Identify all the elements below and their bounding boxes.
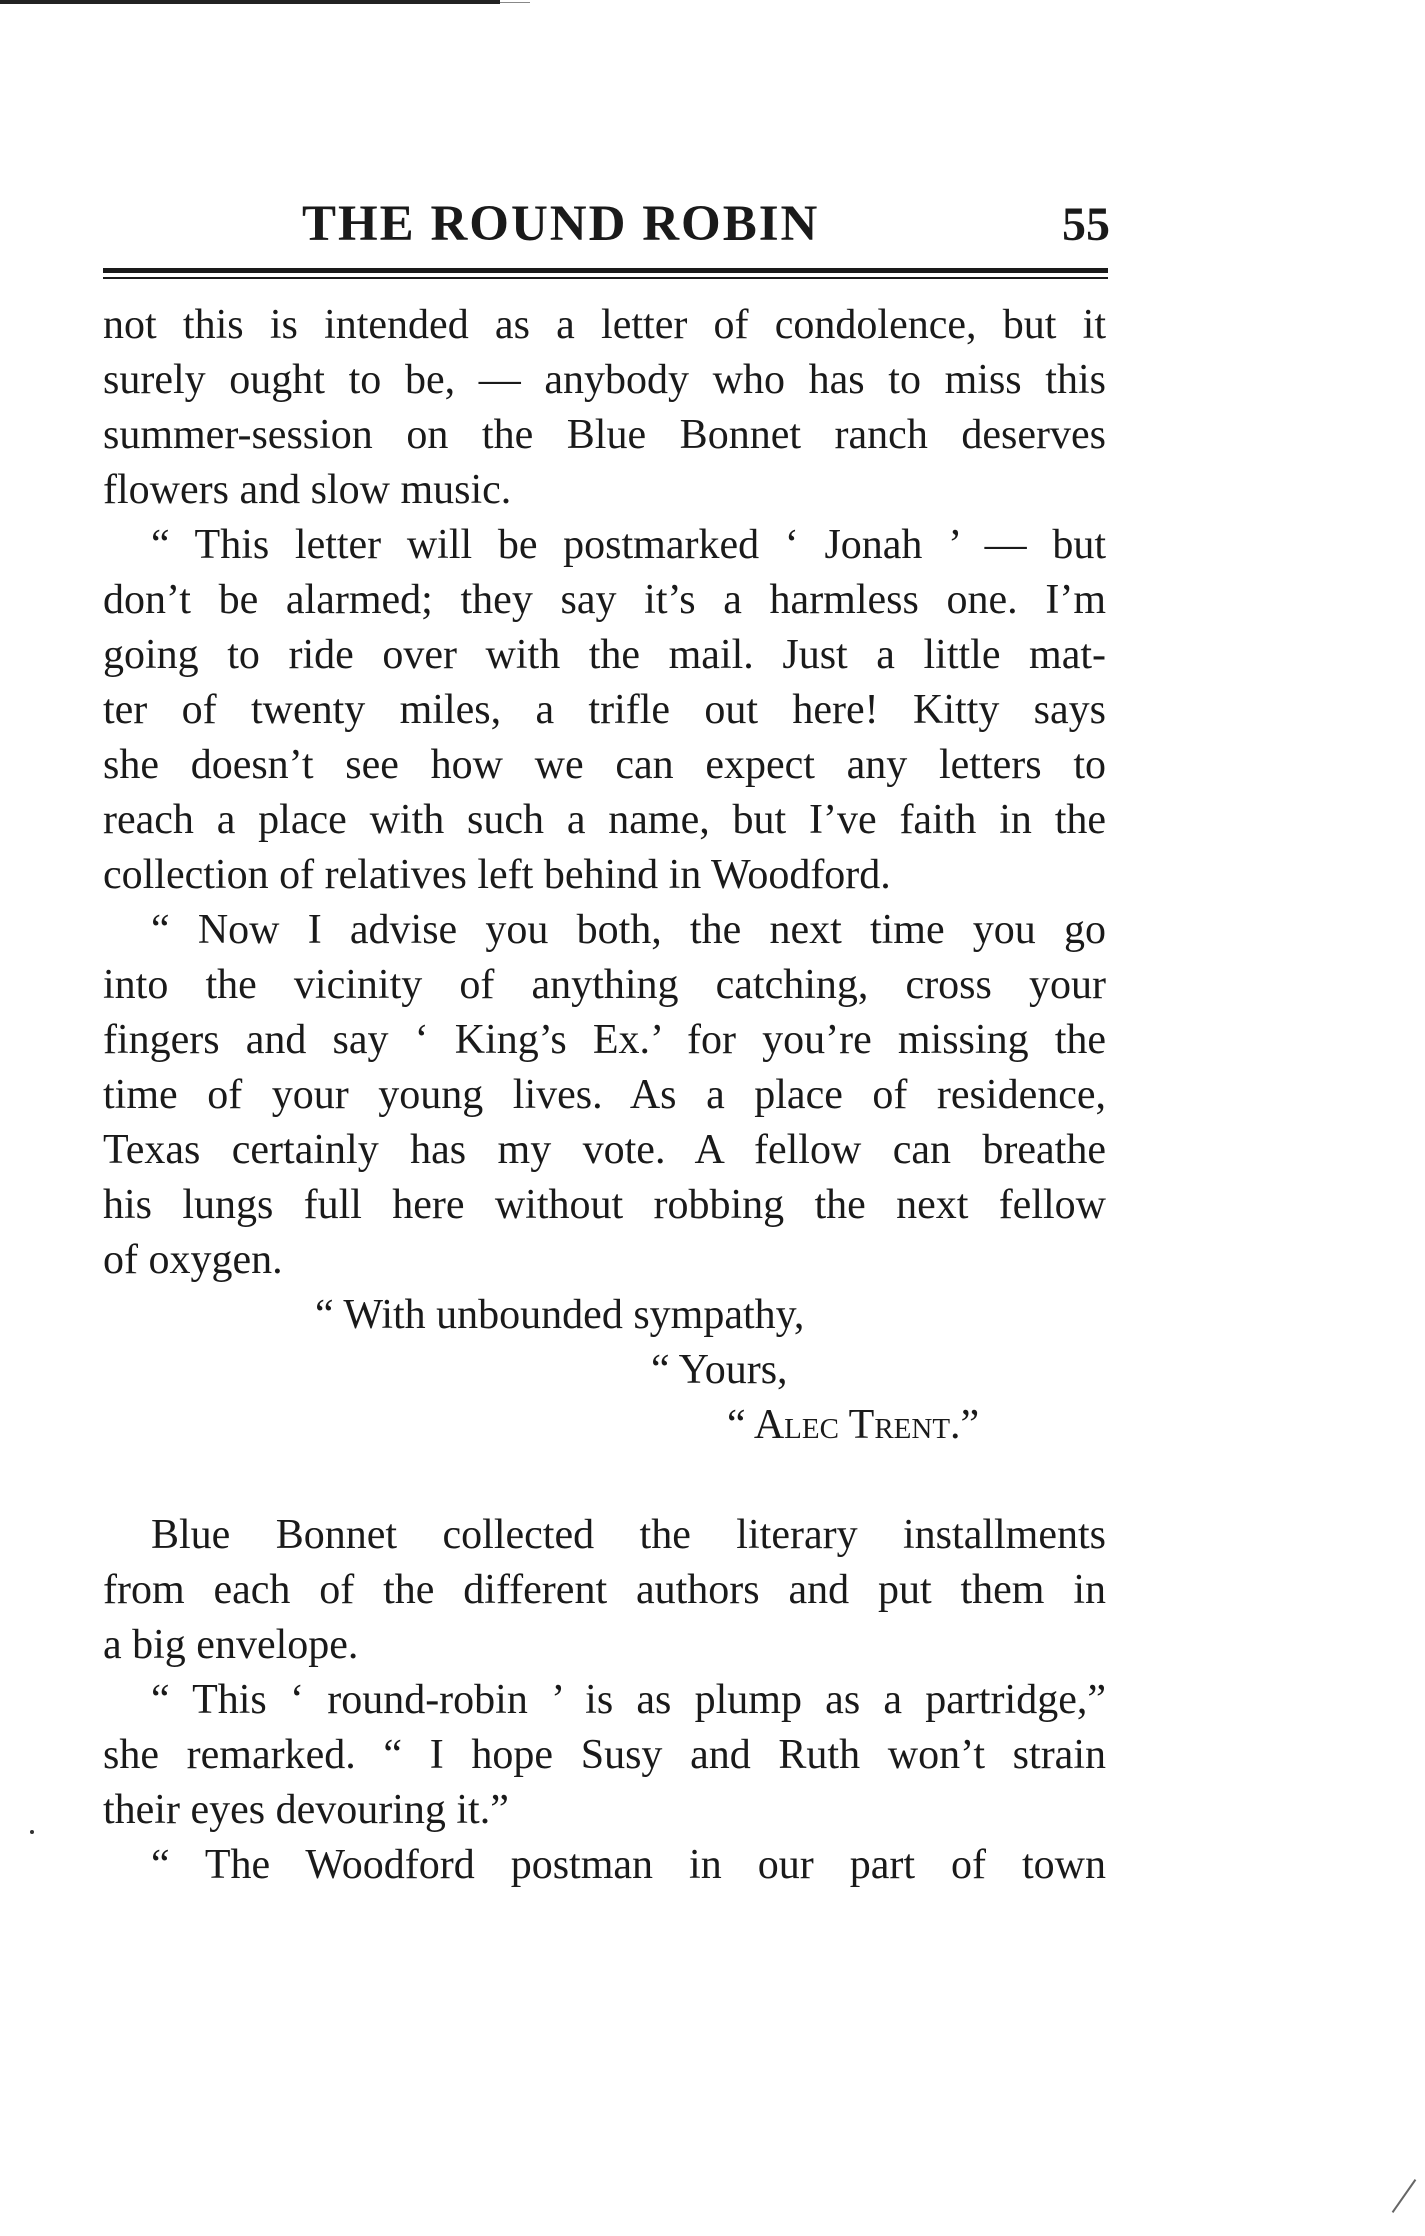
text-line: Texas certainly has my vote. A fellow can breathe — [103, 1127, 1106, 1173]
text-line: their eyes devouring it.” — [103, 1787, 509, 1833]
running-head — [100, 195, 1110, 255]
text-line: ter of twenty miles, a trifle out here! Kitty says — [103, 687, 1106, 733]
text-line: Blue Bonnet collected the literary installments — [151, 1512, 1106, 1558]
text-line: time of your young lives. As a place of residence, — [103, 1072, 1106, 1118]
page-number: 55 — [1062, 198, 1110, 251]
text-line: flowers and slow music. — [103, 467, 512, 513]
text-line: “ The Woodford postman in our part of town — [151, 1842, 1106, 1888]
text-line: not this is intended as a letter of condolence, but it — [103, 302, 1106, 348]
section-gap — [103, 1453, 1106, 1508]
text-line: she doesn’t see how we can expect any letters to — [103, 742, 1106, 788]
text-line: collection of relatives left behind in Woodford. — [103, 852, 891, 898]
text-line: going to ride over with the mail. Just a little mat- — [103, 632, 1106, 678]
top-edge-rule — [0, 0, 500, 4]
text-line: of oxygen. — [103, 1237, 283, 1283]
letter-closing: “ With unbounded sympathy, — [315, 1292, 805, 1338]
text-line: “ Now I advise you both, the next time you go — [151, 907, 1106, 953]
header-rule-thick — [103, 268, 1108, 273]
letter-closing-yours: “ Yours, — [651, 1347, 788, 1393]
text-line: from each of the different authors and put them in — [103, 1567, 1106, 1613]
print-speck — [30, 1830, 34, 1834]
text-line: “ This ‘ round-robin ’ is as plump as a partridge,” — [151, 1677, 1106, 1723]
text-line: fingers and say ‘ King’s Ex.’ for you’re missing the — [103, 1017, 1106, 1063]
text-line: don’t be alarmed; they say it’s a harmless one. I’m — [103, 577, 1106, 623]
text-line: into the vicinity of anything catching, cross your — [103, 962, 1106, 1008]
text-line: she remarked. “ I hope Susy and Ruth won’t strain — [103, 1732, 1106, 1778]
text-line: “ This letter will be postmarked ‘ Jonah ’ — but — [151, 522, 1106, 568]
letter-signature: “ Alec Trent.” — [727, 1402, 980, 1448]
top-edge-rule-tail — [500, 2, 530, 3]
text-line: surely ought to be, — anybody who has to miss this — [103, 357, 1106, 403]
corner-scan-mark — [1392, 2179, 1417, 2213]
text-line: summer-session on the Blue Bonnet ranch deserves — [103, 412, 1106, 458]
text-line: his lungs full here without robbing the next fellow — [103, 1182, 1106, 1228]
running-title: THE ROUND ROBIN — [302, 196, 820, 252]
page-body — [103, 298, 1106, 1893]
header-rule-thin — [103, 277, 1108, 279]
text-line: reach a place with such a name, but I’ve faith in the — [103, 797, 1106, 843]
text-line: a big envelope. — [103, 1622, 359, 1668]
